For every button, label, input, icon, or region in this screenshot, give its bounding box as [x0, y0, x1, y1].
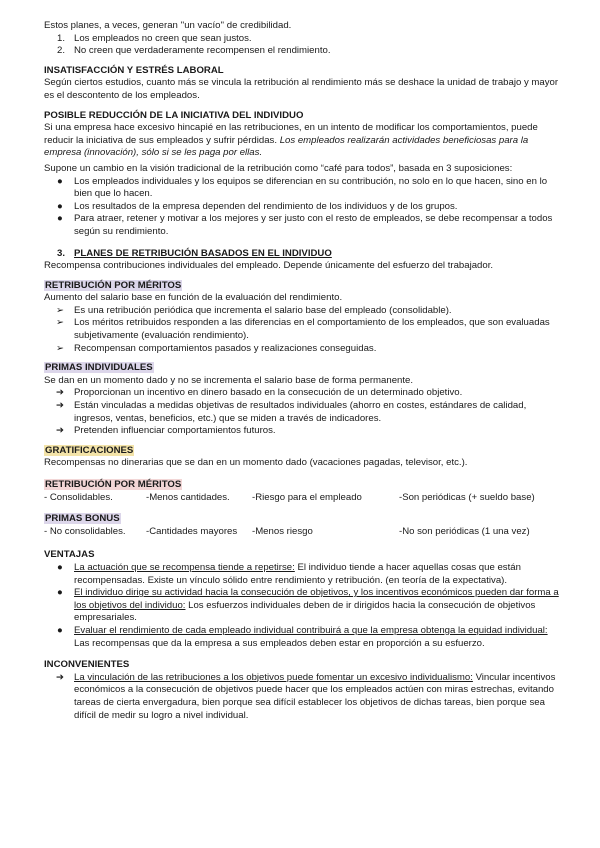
list-number: 2.	[57, 45, 66, 57]
suposiciones-list	[44, 176, 559, 239]
primas-text: Se dan en un momento dado y no se incrementa el salario base de forma permanente.	[44, 374, 414, 386]
bullet-icon: ●	[57, 213, 63, 225]
arrow-icon: ➔	[56, 387, 65, 399]
list-number: 1.	[57, 32, 66, 44]
section-heading-comparacion-meritos: RETRIBUCIÓN POR MÉRITOS	[45, 479, 182, 490]
arrow-open-icon: ➢	[56, 317, 65, 329]
bullet-icon: ●	[57, 587, 63, 599]
section-heading-reduccion: POSIBLE REDUCCIÓN DE LA INICIATIVA DEL INDIVIDUO	[44, 109, 304, 121]
bullet-icon: ●	[57, 624, 63, 636]
section-heading-inconvenientes: INCONVENIENTES	[44, 659, 130, 671]
reduccion-italic: Los empleados realizarán actividades beneficiosas para la empresa (innovación), sólo si se les paga por ellas.	[44, 134, 529, 159]
intro-text: Estos planes, a veces, generan ''un vacío'' de credibilidad.	[44, 20, 292, 31]
list-item: ➢ Recompensan comportamientos pasados y realizaciones conseguidas.	[56, 342, 377, 354]
gratificaciones-text: Recompensas no dinerarias que se dan en un momento dado (vacaciones pagadas, televisor, etc.).	[44, 457, 468, 469]
list-item: ➢ Los méritos retribuidos responden a las diferencias en el comportamiento de los empleados, que son evaluadas subjetivamente (evaluación rendimiento).	[56, 317, 550, 342]
list-item: ● Para atraer, retener y motivar a los mejores y ser justo con el resto de empleados, se debe recompensar a todos según su rendimiento.	[57, 213, 553, 237]
list-item: ● Los resultados de la empresa dependen del rendimiento de los individuos y de los grupos.	[57, 200, 458, 212]
meritos-text: Aumento del salario base en función de la evaluación del rendimiento.	[44, 292, 343, 304]
list-item: ● La actuación que se recompensa tiende a repetirse: El individuo tiende a hacer aquellas cosas que están recompensadas. Existe un vínculo sólido entre rendimiento y retribución. (en teoría de la expectativa).	[57, 561, 521, 586]
intro-list	[44, 33, 559, 58]
list-item: ➔ Pretenden influenciar comportamientos futuros.	[56, 425, 276, 437]
list-item: 2. No creen que verdaderamente recompensen el rendimiento.	[57, 45, 331, 57]
meritos-list	[44, 305, 559, 355]
list-item: 1. Los empleados no creen que sean justos.	[57, 32, 252, 44]
section-heading-meritos: RETRIBUCIÓN POR MÉRITOS	[45, 279, 182, 291]
supone-text: Supone un cambio en la visión tradicional de la retribución como “café para todos”, basada en 3 suposiciones:	[44, 162, 513, 174]
bullet-icon: ●	[57, 561, 63, 573]
bonus-comparison-row: - No consolidables. -Cantidades mayores -Menos riesgo -No son periódicas (1 una vez)	[44, 525, 530, 537]
arrow-icon: ➔	[56, 425, 65, 437]
arrow-icon: ➔	[56, 671, 65, 683]
list-item: ● El individuo dirige su actividad hacia la consecución de objetivos, y los incentivos económicos pueden dar forma a los objetivos del individuo: Los esfuerzos individuales deben de ir dirigidos hacia la consecución de objetivos empresariales.	[57, 587, 559, 624]
reduccion-text: Si una empresa hace excesivo hincapié en las retribuciones, en un intento de modificar los comportamientos, puede reducir la iniciativa de sus empleados y sufrir pérdidas. Los empleados realizarán actividades beneficiosas para la empresa (innovación), sólo si se les paga por ellas.	[44, 122, 538, 159]
section-heading-gratificaciones: GRATIFICACIONES	[45, 444, 134, 456]
bullet-icon: ●	[57, 200, 63, 212]
inconvenientes-list	[44, 672, 559, 722]
primas-list	[44, 387, 559, 437]
meritos-comparison-row: - Consolidables. -Menos cantidades. -Riesgo para el empleado -Son periódicas (+ sueldo base)	[44, 491, 535, 503]
section-heading-primas: PRIMAS INDIVIDUALES	[45, 362, 153, 374]
list-item: ➔ La vinculación de las retribuciones a los objetivos puede fomentar un excesivo individualismo: Vincular incentivos económicos a la consecución de objetivos puede hacer que los empleados actúen con miras estrechas, evitando tareas de cierta envergadura, bien porque sea difícil establecer los objetivos de dichas tareas, bien porque sea difícil de medir su logro a nivel individual.	[56, 671, 556, 721]
planes-text: Recompensa contribuciones individuales del empleado. Depende únicamente del esfuerzo del trabajador.	[44, 260, 494, 272]
arrow-open-icon: ➢	[56, 342, 65, 354]
bullet-icon: ●	[57, 175, 63, 187]
section-number: 3.	[57, 247, 66, 259]
document-page	[44, 20, 559, 722]
section-heading-ventajas: VENTAJAS	[44, 549, 95, 561]
arrow-open-icon: ➢	[56, 304, 65, 316]
section-heading-insatisfaccion: INSATISFACCIÓN Y ESTRÉS LABORAL	[44, 64, 224, 76]
section-heading-planes: 3. PLANES DE RETRIBUCIÓN BASADOS EN EL INDIVIDUO	[57, 247, 332, 259]
insatisfaccion-text: Según ciertos estudios, cuanto más se vincula la retribución al rendimiento más se deshace la unidad de trabajo y mayor es el descontento de los empleados.	[44, 77, 559, 101]
list-item: ➢ Es una retribución periódica que incrementa el salario base del empleado (consolidable).	[56, 304, 452, 316]
section-heading-primas-bonus: PRIMAS BONUS	[45, 513, 120, 525]
arrow-icon: ➔	[56, 400, 65, 412]
list-item: ● Los empleados individuales y los equipos se diferencian en su contribución, no solo en lo que hacen, sino en lo bien que lo hacen.	[57, 175, 548, 200]
list-item: ➔ Proporcionan un incentivo en dinero basado en la consecución de un determinado objetivo.	[56, 387, 463, 399]
ventajas-list	[44, 562, 559, 650]
list-item: ● Evaluar el rendimiento de cada empleado individual contribuirá a que la empresa obtenga la equidad individual: Las recompensas que da la empresa a sus empleados deben estar en proporción a su esfuerzo.	[57, 624, 548, 649]
list-item: ➔ Están vinculadas a medidas objetivas de resultados individuales (ahorro en costes, estándares de calidad, ingresos, ventas, beneficios, etc.) que se miden a través de indicadores.	[56, 400, 527, 424]
